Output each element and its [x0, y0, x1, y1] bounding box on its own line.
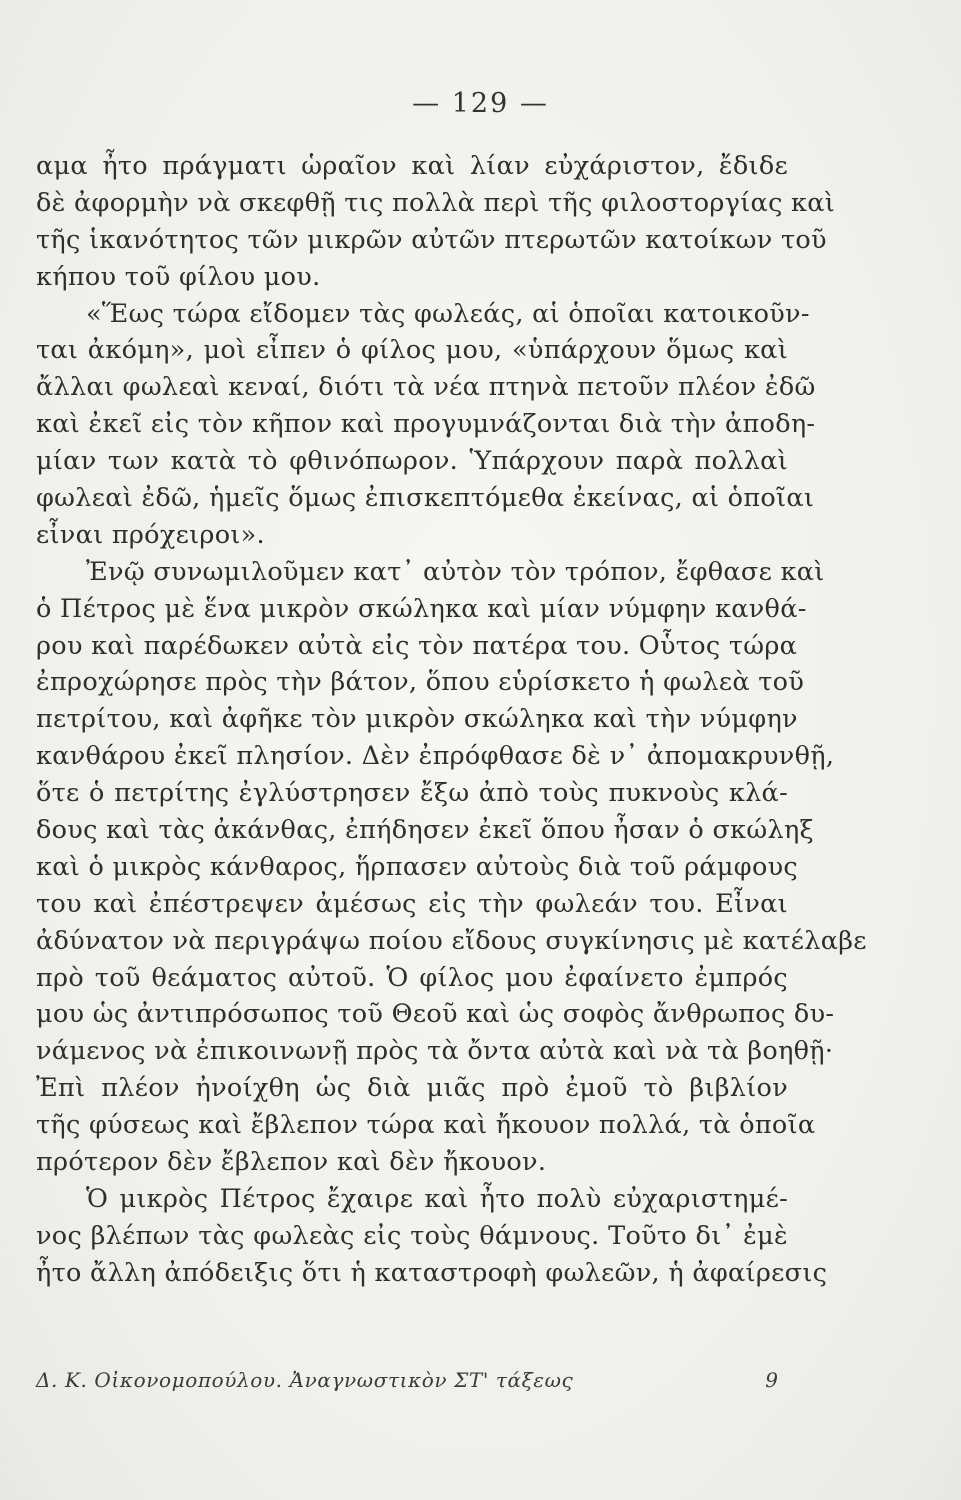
text-line: του καὶ ἐπέστρεψεν ἀμέσως εἰς τὴν φωλεάν του. Εἶναι — [36, 888, 788, 919]
text-line: ἦτο ἄλλη ἀπόδειξις ὅτι ἡ καταστροφὴ φωλεῶν, ἡ ἀφαίρεσις — [36, 1257, 828, 1288]
text-line: ἐπροχώρησε πρὸς τὴν βάτον, ὅπου εὑρίσκετο ἡ φωλεὰ τοῦ — [36, 667, 805, 698]
body-text — [36, 148, 867, 1292]
text-line: μίαν των κατὰ τὸ φθινόπωρον. Ὑπάρχουν παρὰ πολλαὶ — [36, 446, 788, 477]
footer-signature: Δ. Κ. Οἰκονομοπούλου. Ἀναγνωστικὸν ΣΤ' τάξεως — [36, 1368, 574, 1392]
page-number: — 129 — — [412, 88, 549, 119]
text-line: ὅτε ὁ πετρίτης ἐγλύστρησεν ἔξω ἀπὸ τοὺς πυκνοὺς κλά- — [36, 778, 788, 809]
text-line: δὲ ἀφορμὴν νὰ σκεφθῇ τις πολλὰ περὶ τῆς φιλοστοργίας καὶ — [36, 187, 836, 218]
text-line: ρου καὶ παρέδωκεν αὐτὰ εἰς τὸν πατέρα του. Οὗτος τώρα — [36, 630, 798, 661]
page-footer — [36, 1368, 788, 1398]
text-line: κήπου τοῦ φίλου μου. — [36, 261, 321, 292]
text-line: νος βλέπων τὰς φωλεὰς εἰς τοὺς θάμνους. Τοῦτο δι᾽ ἐμὲ — [36, 1220, 788, 1251]
text-line: ὁ Πέτρος μὲ ἕνα μικρὸν σκώληκα καὶ μίαν νύμφην κανθά- — [36, 593, 807, 624]
text-line: νάμενος νὰ ἐπικοινωνῇ πρὸς τὰ ὄντα αὐτὰ καὶ νὰ τὰ βοηθῇ· — [36, 1036, 834, 1067]
text-line: δους καὶ τὰς ἀκάνθας, ἐπήδησεν ἐκεῖ ὅπου ἦσαν ὁ σκώληξ — [36, 815, 814, 846]
text-line: πρότερον δὲν ἔβλεπον καὶ δὲν ἤκουον. — [36, 1147, 547, 1178]
text-line: «Ἕως τώρα εἴδομεν τὰς φωλεάς, αἱ ὁποῖαι κατοικοῦν- — [86, 298, 810, 329]
text-line: Ἐνῷ συνωμιλοῦμεν κατ᾽ αὐτὸν τὸν τρόπον, ἔφθασε καὶ — [86, 556, 825, 587]
text-line: πρὸ τοῦ θεάματος αὐτοῦ. Ὁ φίλος μου ἐφαίνετο ἐμπρός — [36, 962, 788, 993]
footer-sheet-number: 9 — [765, 1368, 778, 1392]
text-line: καὶ ἐκεῖ εἰς τὸν κῆπον καὶ προγυμνάζονται διὰ τὴν ἀποδη- — [36, 409, 816, 440]
text-line: Ὁ μικρὸς Πέτρος ἔχαιρε καὶ ἦτο πολὺ εὐχαριστημέ- — [86, 1183, 788, 1214]
text-line: εἶναι πρόχειροι». — [36, 519, 265, 550]
text-line: καὶ ὁ μικρὸς κάνθαρος, ἥρπασεν αὐτοὺς διὰ τοῦ ράμφους — [36, 851, 798, 882]
text-line: τῆς φύσεως καὶ ἔβλεπον τώρα καὶ ἤκουον πολλά, τὰ ὁποῖα — [36, 1110, 816, 1141]
text-line: Ἐπὶ πλέον ἠνοίχθη ὡς διὰ μιᾶς πρὸ ἐμοῦ τὸ βιβλίον — [36, 1073, 788, 1104]
text-line: μου ὡς ἀντιπρόσωπος τοῦ Θεοῦ καὶ ὡς σοφὸς ἄνθρωπος δυ- — [36, 999, 835, 1030]
text-line: πετρίτου, καὶ ἀφῆκε τὸν μικρὸν σκώληκα καὶ τὴν νύμφην — [36, 704, 798, 735]
text-line: κανθάρου ἐκεῖ πλησίον. Δὲν ἐπρόφθασε δὲ ν᾽ ἀπομακρυνθῇ, — [36, 741, 835, 772]
text-line: αμα ἦτο πράγματι ὡραῖον καὶ λίαν εὐχάριστον, ἔδιδε — [36, 151, 788, 181]
text-line: τῆς ἱκανότητος τῶν μικρῶν αὐτῶν πτερωτῶν κατοίκων τοῦ — [36, 224, 827, 255]
text-line: φωλεαὶ ἐδῶ, ἡμεῖς ὅμως ἐπισκεπτόμεθα ἐκείνας, αἱ ὁποῖαι — [36, 483, 815, 514]
text-line: ἀδύνατον νὰ περιγράψω ποίου εἴδους συγκίνησις μὲ κατέλαβε — [36, 925, 867, 956]
text-line: ἄλλαι φωλεαὶ κεναί, διότι τὰ νέα πτηνὰ πετοῦν πλέον ἐδῶ — [36, 372, 816, 403]
text-line: ται ἀκόμη», μοὶ εἶπεν ὁ φίλος μου, «ὑπάρχουν ὅμως καὶ — [36, 335, 788, 366]
